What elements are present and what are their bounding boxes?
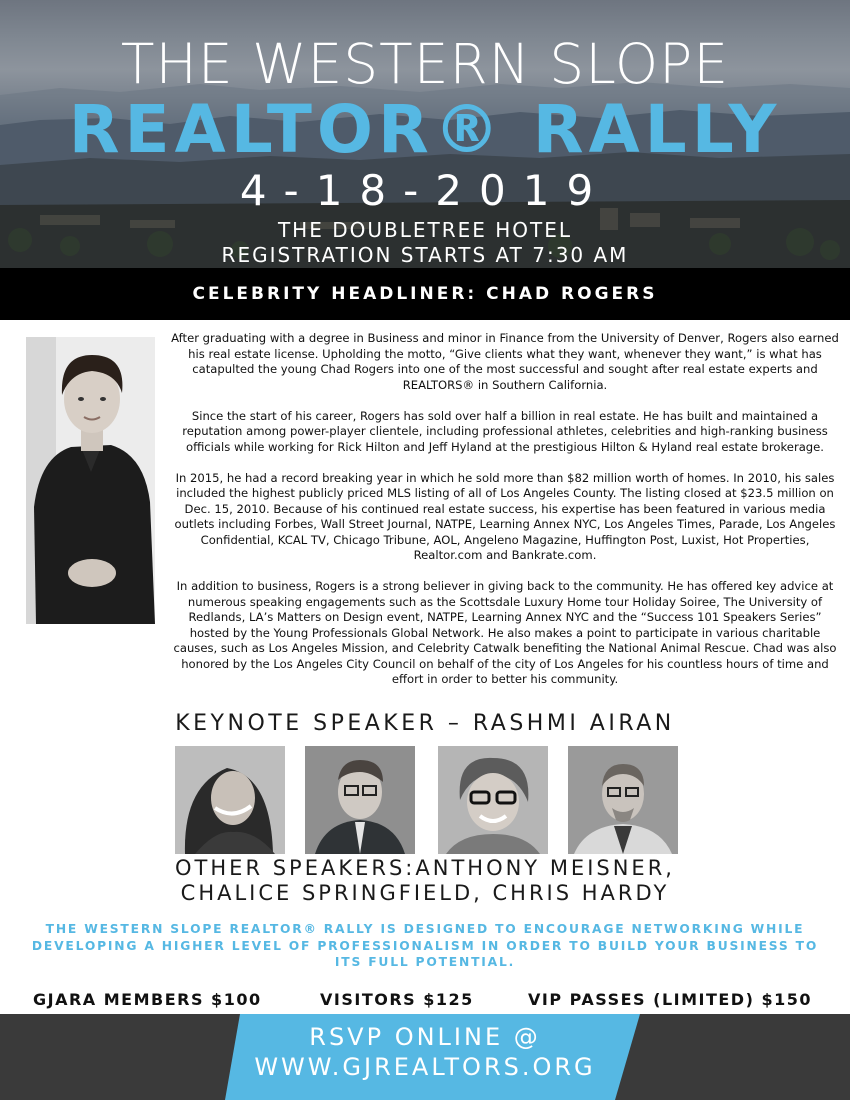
speaker-photo-rashmi: [175, 746, 285, 854]
other-speakers-line2: CHALICE SPRINGFIELD, CHRIS HARDY: [180, 881, 670, 905]
rsvp-website-link[interactable]: WWW.GJREALTORS.ORG: [254, 1053, 596, 1081]
headliner-bar: CELEBRITY HEADLINER: CHAD ROGERS: [0, 268, 850, 320]
keynote-heading: KEYNOTE SPEAKER – RASHMI AIRAN: [175, 711, 675, 736]
event-registration: REGISTRATION STARTS AT 7:30 AM: [221, 243, 629, 267]
event-title-line1: THE WESTERN SLOPE: [120, 32, 730, 96]
speaker-photo-anthony: [305, 746, 415, 854]
bio-paragraph: Since the start of his career, Rogers has sold over half a billion in real estate. He has built and maintained a reputation among power-player clientele, including professional athletes, celebrities and high-ranking business officials while working for Rick Hilton and Jeff Hyland at the prestigious Hilton & Hyland real estate brokerage.: [182, 408, 828, 454]
bio-paragraph: In 2015, he had a record breaking year in which he sold more than $82 million worth of homes. In 2010, his sales included the highest publicly priced MLS listing of all of Los Angeles County. The listing closed at $23.5 million on Dec. 15, 2010. Because of his continued real estate success, his expertise has been featured in various media outlets including Forbes, Wall Street Journal, NATPE, Learning Annex NYC, Los Angeles Times, Parade, Los Angeles Confidential, KCAL TV, Chicago Tribune, AOL, Angeleno Magazine, Huffington Post, Luxist, Hot Properties, Realtor.com and Bankrate.com.: [174, 470, 836, 562]
event-title-line2: REALTOR® RALLY: [68, 91, 782, 168]
price-vip: VIP PASSES (LIMITED) $150: [528, 990, 812, 1009]
speaker-photo-chalice: [438, 746, 548, 854]
headliner-photo: [26, 337, 155, 624]
event-venue: THE DOUBLETREE HOTEL: [277, 218, 573, 242]
event-date: 4-18-2019: [239, 166, 611, 215]
other-speakers-line1: OTHER SPEAKERS:ANTHONY MEISNER,: [175, 856, 675, 880]
bio-paragraph: In addition to business, Rogers is a strong believer in giving back to the community. He has offered key advice at numerous speaking engagements such as the Scottsdale Luxury Home tour Holiday Soiree, The University of Redlands, LA’s Matters on Design event, NATPE, Learning Annex NYC and the “Success 101 Speakers Series” hosted by the Young Professionals Global Network. He also makes a point to participate in various charitable causes, such as Los Angeles Mission, and Celebrity Catwalk benefiting the National Animal Rescue. Chad was also honored by the Los Angeles City Council on behalf of the city of Los Angeles for his countless hours of time and effort in order to better his community.: [173, 579, 837, 686]
bio-paragraph: After graduating with a degree in Business and minor in Finance from the University of Denver, Rogers also earned his real estate license. Upholding the motto, “Give clients what they want, whenever they want,” is what has catapulted the young Chad Rogers into one of the most successful and sought after real estate experts and REALTORS® in Southern California.: [171, 331, 839, 392]
rsvp-label: RSVP ONLINE @: [309, 1023, 541, 1051]
price-members: GJARA MEMBERS $100: [33, 990, 262, 1009]
speaker-photo-chris: [568, 746, 678, 854]
hero-banner: [0, 0, 850, 268]
headliner-bio: [168, 331, 842, 703]
event-tagline: THE WESTERN SLOPE REALTOR® RALLY IS DESIGNED TO ENCOURAGE NETWORKING WHILE DEVELOPING A HIGHER LEVEL OF PROFESSIONALISM IN ORDER TO BUILD YOUR BUSINESS TO ITS FULL POTENTIAL.: [31, 922, 819, 969]
price-visitors: VISITORS $125: [320, 990, 474, 1009]
